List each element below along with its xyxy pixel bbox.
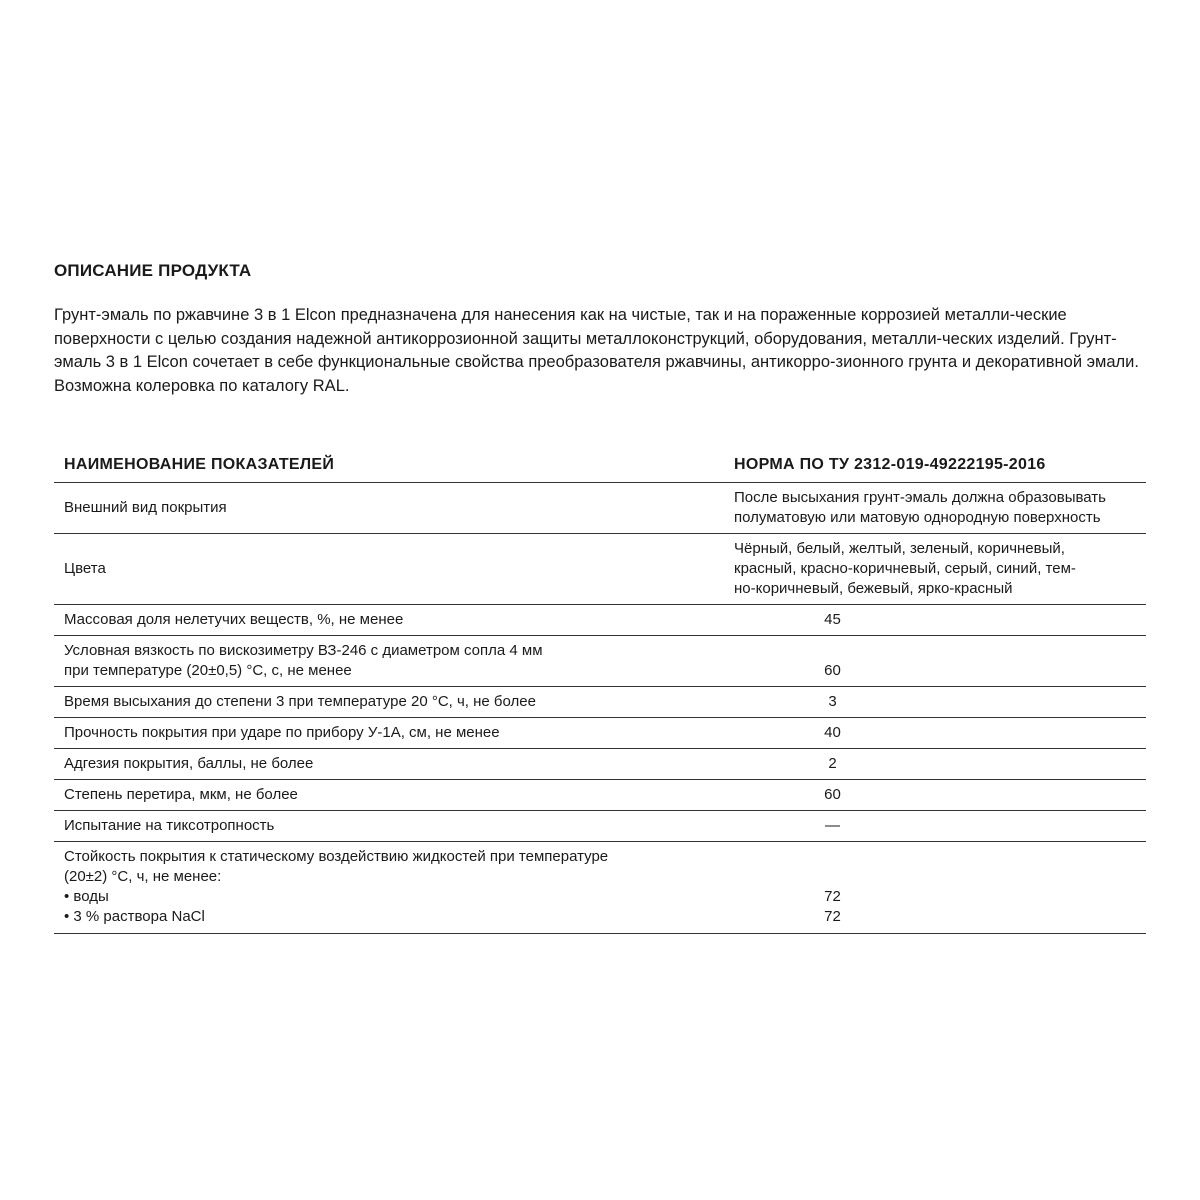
table-header-row [54, 449, 1146, 483]
table-row [54, 687, 1146, 718]
row-name: Условная вязкость по вискозиметру ВЗ-246 с диаметром сопла 4 мм при температуре (20±0,5) °С, с, не менее [54, 636, 724, 687]
row-value: 60 [724, 780, 1146, 811]
row-value: 45 [724, 605, 1146, 636]
row-name: Цвета [54, 534, 724, 605]
row-name: Испытание на тиксотропность [54, 811, 724, 842]
row-value: После высыхания грунт-эмаль должна образовывать полуматовую или матовую однородную поверхность [724, 483, 1146, 534]
row-name: Стойкость покрытия к статическому воздействию жидкостей при температуре (20±2) °С, ч, не менее: • воды • 3 % раствора NaCl [54, 842, 724, 934]
row-value: 72 72 [724, 842, 1146, 934]
section-title: ОПИСАНИЕ ПРОДУКТА [54, 261, 252, 280]
row-value: Чёрный, белый, желтый, зеленый, коричневый, красный, красно-коричневый, серый, синий, тем- но-коричневый, бежевый, ярко-красный [724, 534, 1146, 605]
table-row [54, 842, 1146, 934]
row-value: — [724, 811, 1146, 842]
row-name: Время высыхания до степени 3 при температуре 20 °С, ч, не более [54, 687, 724, 718]
row-value: 2 [724, 749, 1146, 780]
table-row [54, 811, 1146, 842]
table-row [54, 636, 1146, 687]
specifications-table [54, 449, 1146, 934]
table-row [54, 483, 1146, 534]
row-name: Внешний вид покрытия [54, 483, 724, 534]
row-name: Степень перетира, мкм, не более [54, 780, 724, 811]
row-value: 40 [724, 718, 1146, 749]
row-name: Массовая доля нелетучих веществ, %, не менее [54, 605, 724, 636]
table-row [54, 605, 1146, 636]
column-header-value: НОРМА ПО ТУ 2312-019-49222195-2016 [724, 449, 1146, 483]
table-row [54, 718, 1146, 749]
row-name: Адгезия покрытия, баллы, не более [54, 749, 724, 780]
table-row [54, 749, 1146, 780]
product-description: Грунт-эмаль по ржавчине 3 в 1 Elcon предназначена для нанесения как на чистые, так и на пораженные коррозией металли-ческие поверхности с целью создания надежной антикоррозионной защиты металлоконструкций, оборудования, металли-ческих изделий. Грунт-эмаль 3 в 1 Elcon сочетает в себе функциональные свойства преобразователя ржавчины, антикорро-зионного грунта и декоративной эмали. Возможна колеровка по каталогу RAL. [54, 306, 1139, 395]
column-header-name: НАИМЕНОВАНИЕ ПОКАЗАТЕЛЕЙ [54, 449, 724, 483]
row-name: Прочность покрытия при ударе по прибору У-1А, см, не менее [54, 718, 724, 749]
table-row [54, 780, 1146, 811]
table-row [54, 534, 1146, 605]
row-value: 3 [724, 687, 1146, 718]
row-value: 60 [724, 636, 1146, 687]
